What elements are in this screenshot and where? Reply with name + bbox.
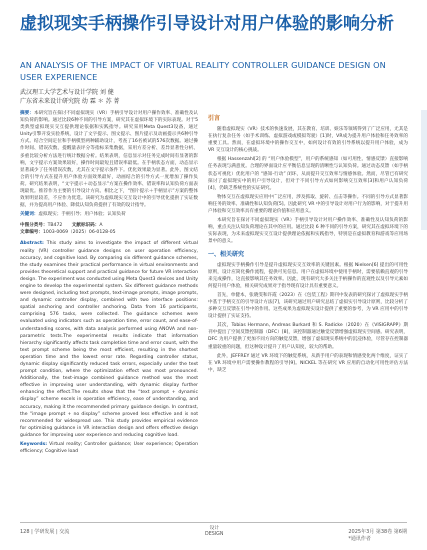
section-1-paragraph-3: 其次，Tobias Hermann, Andreas Burkard 和 S. Radicke（2020）在《VISIGRAPP》期刊中提出了空间反馈控制器（DFC）[8]，该控制器通过触觉反馈增强虚拟现实空间感。研究表明，DFC 为用户提供了更加不同方向的触觉反馈，增强了虚拟现实系统中的沉浸体验，尽管存在控制器重量较重的问题，但这种设计提升了用户认知度，较大的帮助。 bbox=[208, 323, 408, 350]
footer-journal-logo: 设计 DESIGN bbox=[205, 526, 224, 537]
abstract-en-label: Abstract: bbox=[20, 241, 44, 247]
page-title: 虚拟现实手柄操作引导设计对用户体验的影响分析 bbox=[20, 14, 394, 34]
footer-page-info: 128 | 学研发展 | 交流 bbox=[20, 529, 70, 535]
abstract-en bbox=[20, 240, 198, 439]
right-column bbox=[208, 110, 408, 376]
intro-paragraph-4: 本研究旨在探讨不同虚拟现实（VR）手柄引导设计对用户操作效率、准确性及认知负荷的影响，重点关注认知负荷理论在其中的应用。通过比较 6 种不同的引导方案，研究其在虚拟环境下的实际表现，为未来虚拟现实交互设计提供理论依据和实践指导，特别是在虚拟教育和游戏等应用场景中的意义。 bbox=[208, 218, 408, 245]
footer-issue-info: 2025年3月 第38卷 第6期 *通讯作者 bbox=[348, 529, 407, 542]
abstract-cn bbox=[20, 110, 198, 209]
affiliation-line-1: 武汉理工大学艺术与设计学院 刘 健 bbox=[20, 89, 114, 96]
intro-paragraph-3: 物体交互在虚拟现实应用中广泛应用，涉及抓取、旋转、点击等操作。不同的引导方式显著影响任务的效率、准确性和认知负荷[5]。因此研究 VR 中的引导设计对用户行为的影响，对于提升用户体验和交互效率具有重要的理论价值和应用意义。 bbox=[208, 194, 408, 215]
side-tab-decoration bbox=[421, 110, 427, 230]
intro-paragraph-1: 随着虚拟现实（VR）技术的快速发展，其在教育、培训、娱乐等领域得到了广泛应用，尤其是在执行复杂任务（如手术训练、虚拟游戏或模拟驾驶）[1]时，VR成为提升用户体验和任务效率的重要工具。然而，在虚拟环境中的操作交互中，如何设计有效的引导系统以提升用户体验，成为 VR 交互设计的核心挑战。 bbox=[208, 127, 408, 154]
keywords-en bbox=[20, 441, 198, 455]
keywords-en-text: Virtual reality; Controller guidance; User experience; Operation efficiency; Cognitive load bbox=[20, 442, 199, 455]
affiliation-line-2: 广东省未来设计研究院 幼 霖 ＊ 苏 菁 bbox=[20, 98, 120, 105]
clc-code: 中图分类号：TB472 bbox=[20, 223, 63, 229]
keywords-cn-label: 关键词： bbox=[20, 212, 39, 218]
abstract-en-text: This study aims to investigate the impact of different virtual reality (VR) controller guidance designs on user operation efficiency, accuracy, and cognitive load. By comparing six different guidance schemes, the study examines their practical performance in virtual environments and provides theoretical support and practical guidance for future VR interaction design. The experiment was conducted using Meta Quest3 devices and Unity engine to develop the experimental system. Six different guidance methods were designed, including text prompts, text-image prompts, image prompts, and dynamic controller display, combined with two interface positions: spatial anchoring and controller anchoring. Data from 16 participants, comprising 576 tasks, were collected. The guidance schemes were evaluated using indicators such as operation time, error count, and ease-of-understanding scores, with data analysis performed using ANOVA and non-parametric tests.The experimental results indicate that information hierarchy significantly affects task completion time and error count, with the text prompt scheme being the most efficient, resulting in the shortest operation time and the lowest error rate. Regarding controller status, dynamic display significantly reduced task errors, especially under the text prompt condition, where the optimization effect was most pronounced. Additionally, the text-image combined guidance method was the most effective in improving user understanding, with dynamic display further enhancing the effect.The results show that the “text prompt + dynamic display” scheme excels in operation efficiency, ease of understanding, and accuracy, making it the recommended primary guidance design. In contrast, the “image prompt + no display” scheme proved less effective and is not recommended for widespread use. This study provides empirical evidence for optimizing guidance in VR interaction design and offers effective design guidance for improving user experience and reducing cognitive load. bbox=[20, 241, 198, 438]
doc-code: 文献标识码：A bbox=[71, 223, 103, 229]
section-1-paragraph-2: 首先，单健本，张晓雯和许霞（2023）在《包装工程》期刊中发表的研究探讨了虚拟现实手柄中基于手柄交互的引导设计方法[7]，该研究通过用户研究总结了虚拟实引导设计原则，比较分析了多种交互反馈在引导中的作用。这些成果为虚拟现实设计提供了重要的参考，为 VR 应用中的引导设计提供了实证支持。 bbox=[208, 292, 408, 320]
page-title-english: AN ANALYSIS OF THE IMPACT OF VIRTUAL REALITY CONTROLLER GUIDANCE DESIGN ON USER EXPERIENCE bbox=[20, 60, 386, 82]
section-1-paragraph-1: 虚拟现实手柄操作引导是提升虚拟现实交互效率的关键因素。根据 Nielsen[6] 提出的可用性原则，设计应简化操作流程，提供可见信息。用户在虚拟环境中使用手柄时，需要依赖直观的引导来完成操作，这直接影响其任务效率。因此，现有研究大多关注手柄操作的直观性以及引导元素如何提升用户体验，相关研究成果对于指导现有设计具有重要意义。 bbox=[208, 262, 408, 289]
intro-paragraph-2: 根据 Hassenzahl[2] 的 “用户体验模型”，用户的系统感知（如可用性、情感反馈）直接影响任务表现与满意度。合理的界面设计应平衡信息呈现的清晰性与认知负荷。通过动态反馈（如手柄状态可视化）优化用户的 “感知-行动” 闭环，从而提升交互效率与情感体验。然而，尽管已有研究探讨了虚拟现实中的用户引导设计，但对于不同引导方式如何影响交互效率[3]和用户认知负荷[4]，仍缺乏系统性的实证研究。 bbox=[208, 157, 408, 191]
keywords-cn-text: 虚拟现实；手柄引导；用户体验；认知负荷 bbox=[38, 212, 126, 218]
article-metadata bbox=[20, 222, 198, 236]
section-1-paragraph-4: 此外，JEFFREY 通过 VR 环境下的触觉系统，从新手用户的表现和情感变化两个维度，证实了在 VR 环境中用户需要操作教程的引导[9]。NICKEL 等在研究 VR 应用的自动化可用性评估方法中，缺乏 bbox=[208, 353, 408, 373]
abstract-cn-text: 本研究旨在探讨不同虚拟现实（VR）手柄引导设计对用户操作效率、准确性及认知负荷的影响。通过比较6种不同的引导方案，研究其在虚拟环境下的实际表现。对于5类典型虚拟现实交互提供理论依据和实践指导。研究采用Meta Quest3设备，通过Unity引擎开发实验系统，设计了文字提示、图文提示、图片提示及动画提示共6种引导方式。结合空间定位和手柄模型两种辅助设计，考查了16名被试的576次数据。通过操作时间、错误次数、提醒量表评分等指标采集数据，采用方差分析、差异显著性分析、多重比较分析方法进行统计数据分析。结果表明，信息显示对任务完成时间有显著的影响，文字提示方案效果较好，操作时间最短且错误率最低。在手柄状态方面，动态显示显著减少了任务错误次数，尤其在文字提示条件下。优化效果最为显著。此外，图文结合的引导方式在提升用户体验方面效果最好，动画结合的引导方式一度增加了操作负荷。研究结果表明，“文字提示＋动态显示”方案在操作效率、错误率和认知负荷方面表现最优。推荐作为主要的引导设计方向。相比之下，“图片提示＋手柄显示”方案的整体效果明显较差，不应作为优选。该研究为虚拟现实交互设计中的引导优化提供了实证数据，并为提高用户体验、降低认知负荷提供了有效的设计指导。 bbox=[20, 111, 198, 209]
keywords-cn bbox=[20, 211, 198, 218]
left-column bbox=[20, 110, 198, 457]
author-affiliations bbox=[20, 88, 120, 106]
intro-heading: 引言 bbox=[208, 115, 221, 122]
abstract-cn-label: 摘要： bbox=[20, 111, 34, 116]
section-1-heading: 一、相关研究 bbox=[208, 250, 245, 258]
page-footer bbox=[20, 522, 407, 541]
keywords-en-label: Keywords: bbox=[20, 442, 48, 448]
article-number: 文章编号：1003-0069（2025）06-0128-05 bbox=[20, 230, 116, 236]
